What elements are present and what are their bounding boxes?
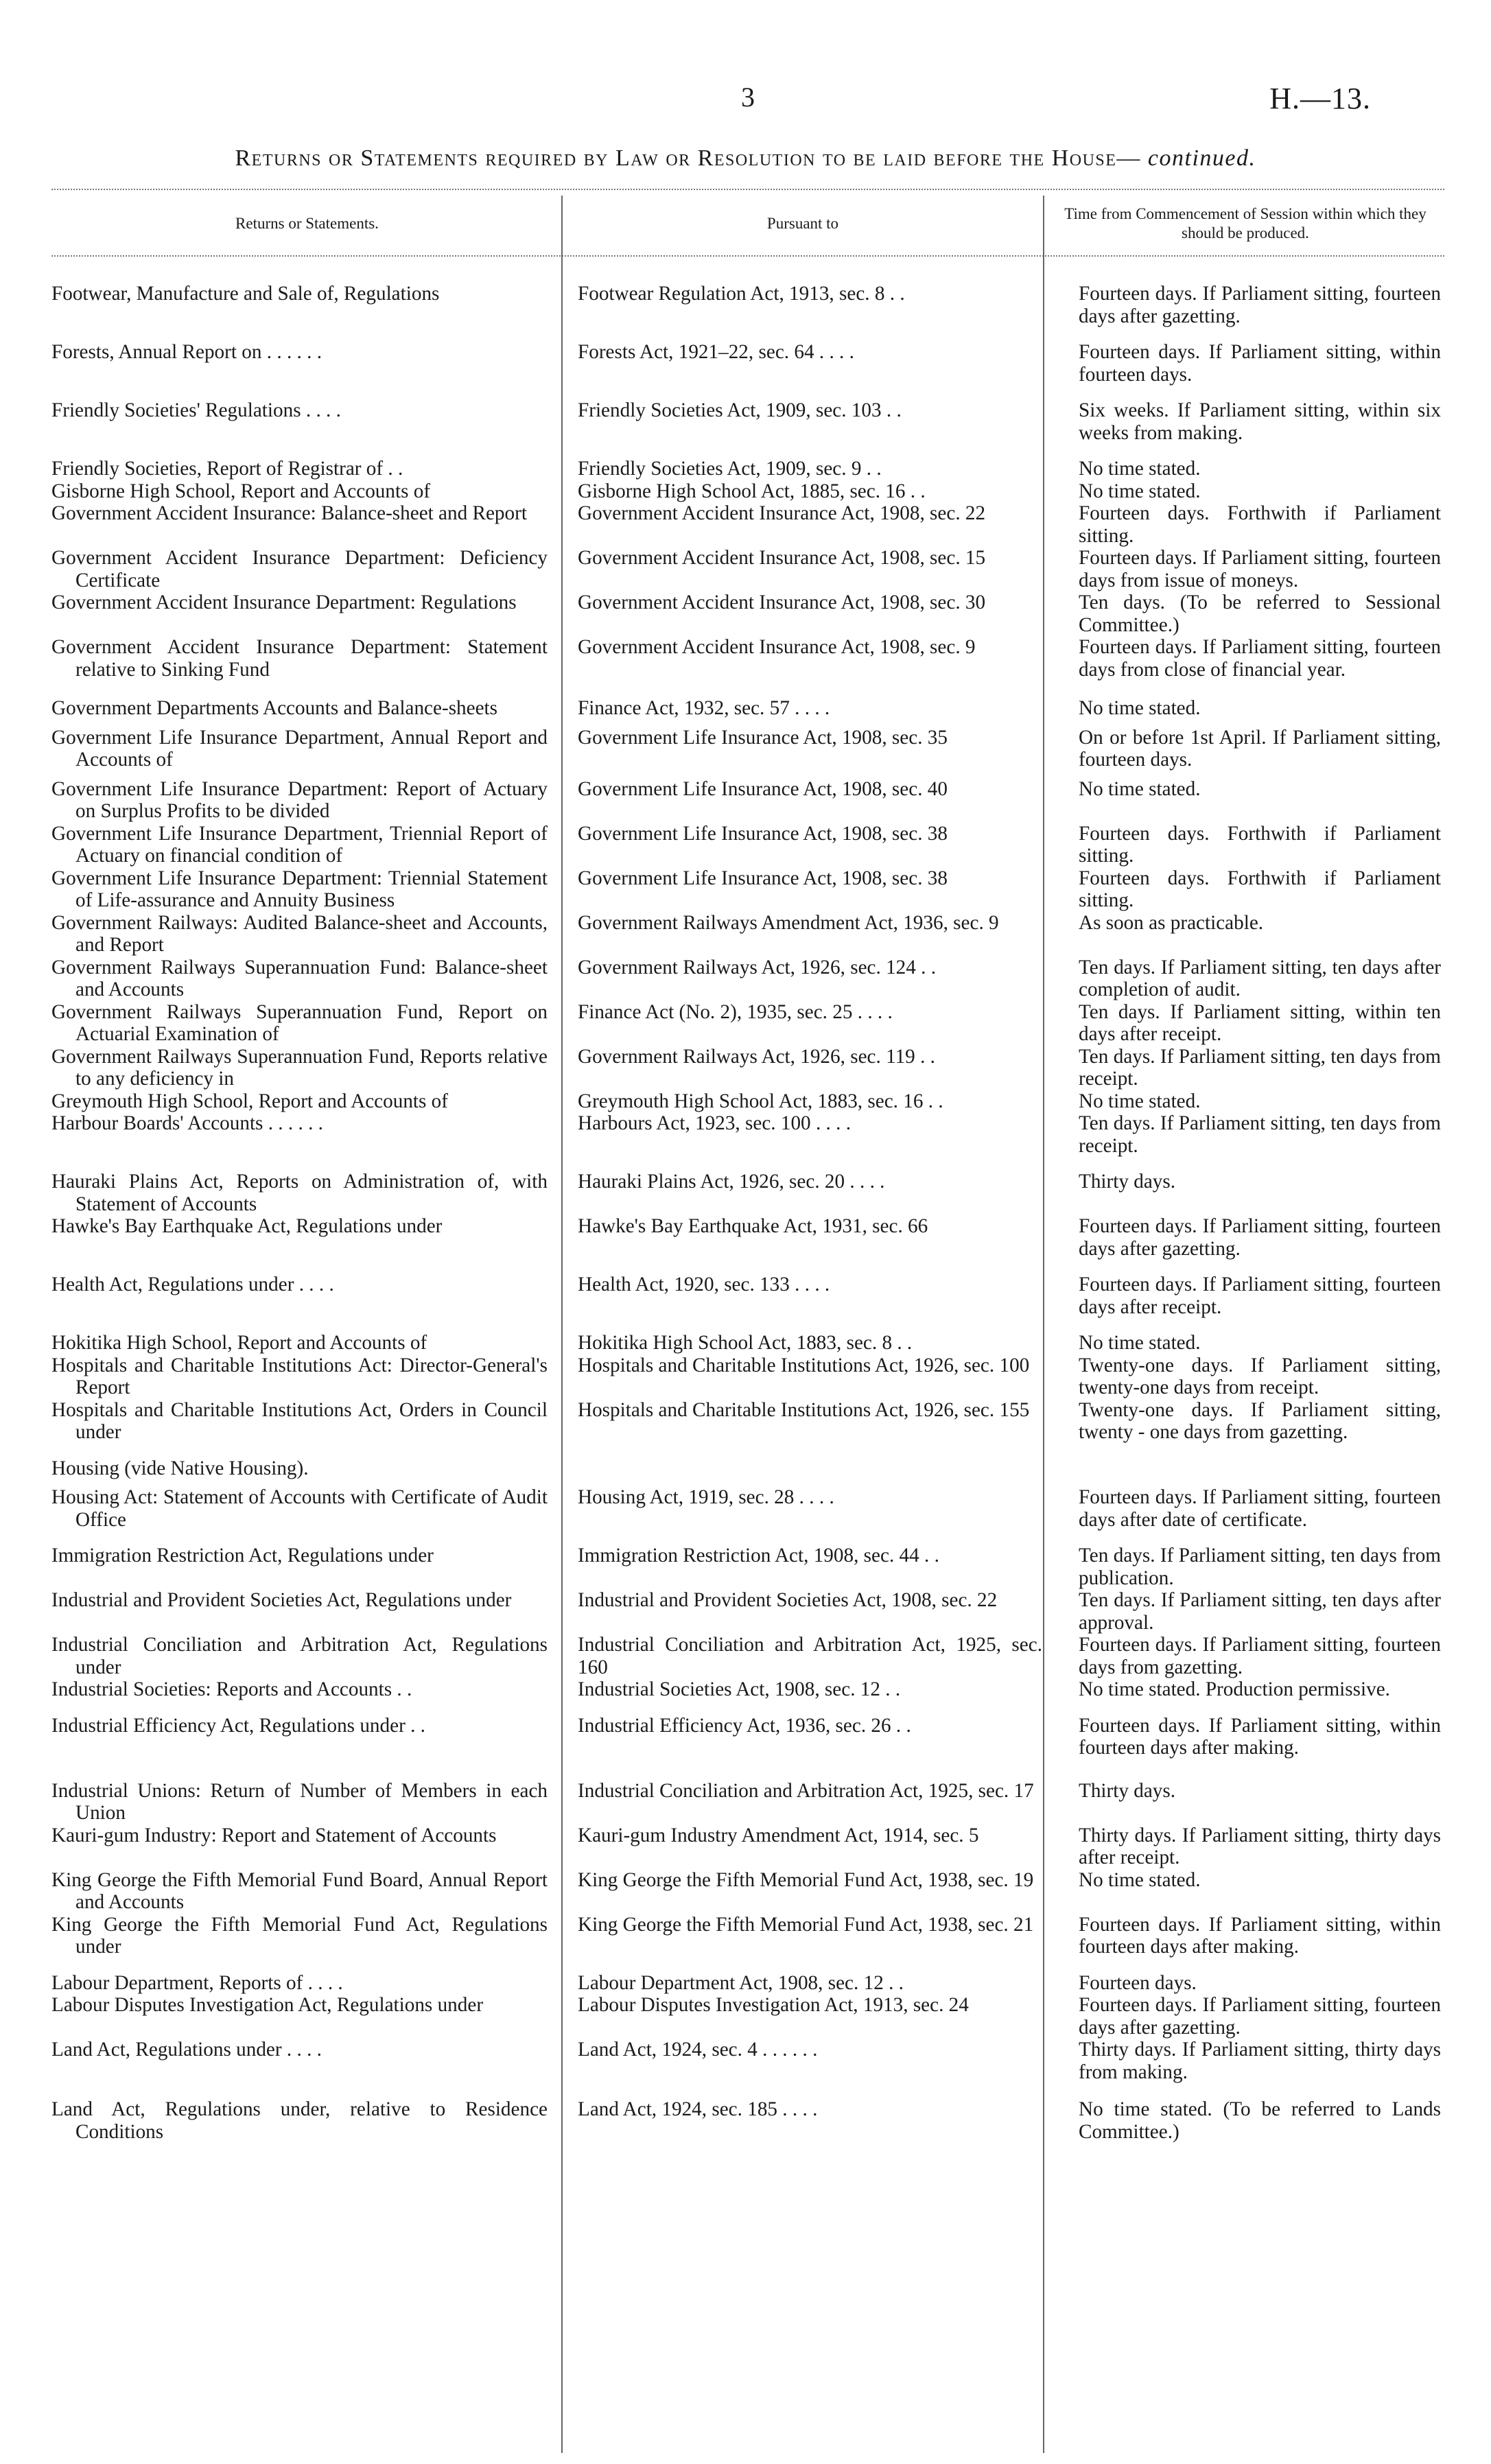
returns-cell: Government Accident Insurance: Balance-sheet and Report xyxy=(51,502,527,524)
time-cell: Fourteen days. Forthwith if Parliament sitting. xyxy=(1079,502,1441,547)
pursuant-cell: Government Life Insurance Act, 1908, sec. 40 xyxy=(578,777,948,800)
pursuant-cell: Land Act, 1924, sec. 4 . . . . . . xyxy=(578,2039,818,2061)
table-row xyxy=(51,1589,1444,1634)
pursuant-cell: Forests Act, 1921–22, sec. 64 . . . . xyxy=(578,341,854,363)
pursuant-cell: Land Act, 1924, sec. 185 . . . . xyxy=(578,2098,818,2120)
returns-cell: Government Life Insurance Department: Triennial Statement of Life-assurance and Annuity Business xyxy=(51,867,548,911)
time-cell: Twenty-one days. If Parliament sitting, twenty-one days from receipt. xyxy=(1079,1354,1441,1398)
pursuant-cell: Government Accident Insurance Act, 1908, sec. 30 xyxy=(578,591,986,613)
returns-cell: King George the Fifth Memorial Fund Board, Annual Report and Accounts xyxy=(51,1868,548,1913)
time-cell: No time stated. (To be referred to Lands Committee.) xyxy=(1079,2098,1441,2143)
table-row xyxy=(51,1914,1444,1958)
returns-cell: Industrial Efficiency Act, Regulations under . . xyxy=(51,1714,425,1737)
table-row xyxy=(51,912,1444,957)
time-cell: Fourteen days. If Parliament sitting, fourteen days from gazetting. xyxy=(1079,1634,1441,1678)
table-row xyxy=(51,1112,1444,1157)
time-cell: Fourteen days. If Parliament sitting, fourteen days after gazetting. xyxy=(1079,1215,1441,1260)
title-suffix: continued. xyxy=(1147,145,1256,171)
table-row xyxy=(51,283,1444,327)
time-cell: Fourteen days. Forthwith if Parliament sitting. xyxy=(1079,867,1441,911)
returns-cell: Hospitals and Charitable Institutions Act: Director-General's Report xyxy=(51,1354,548,1398)
table-row xyxy=(51,1869,1444,1914)
table-row xyxy=(51,1634,1444,1678)
returns-cell: Government Railways Superannuation Fund: Balance-sheet and Accounts xyxy=(51,956,548,1000)
column-header-time: Time from Commencement of Session within which they should be produced. xyxy=(1064,205,1427,242)
table-row xyxy=(51,867,1444,912)
pursuant-cell: Finance Act, 1932, sec. 57 . . . . xyxy=(578,697,830,719)
returns-cell: Hokitika High School, Report and Accounts of xyxy=(51,1332,427,1354)
returns-cell: Housing (vide Native Housing). xyxy=(51,1457,309,1479)
table-row xyxy=(51,399,1444,444)
column-header-pursuant: Pursuant to xyxy=(766,215,839,232)
time-cell: Fourteen days. If Parliament sitting, fourteen days after receipt. xyxy=(1079,1274,1441,1318)
table-row xyxy=(51,1678,1444,1701)
table-row xyxy=(51,1486,1444,1531)
pursuant-cell: Government Railways Act, 1926, sec. 124 . . xyxy=(578,956,937,978)
returns-cell: Industrial and Provident Societies Act, Regulations under xyxy=(51,1589,512,1611)
time-cell: Fourteen days. If Parliament sitting, within fourteen days after making. xyxy=(1079,1714,1441,1759)
time-cell: Fourteen days. If Parliament sitting, within fourteen days. xyxy=(1079,341,1441,386)
time-cell: Fourteen days. If Parliament sitting, fourteen days after gazetting. xyxy=(1079,1994,1441,2039)
returns-cell: Land Act, Regulations under . . . . xyxy=(51,2039,322,2061)
time-cell: Ten days. If Parliament sitting, ten days from receipt. xyxy=(1079,1045,1441,1090)
time-cell: Ten days. If Parliament sitting, ten days after approval. xyxy=(1079,1589,1441,1634)
pursuant-cell: Labour Disputes Investigation Act, 1913, sec. 24 xyxy=(578,1994,969,2016)
returns-cell: Land Act, Regulations under, relative to Residence Conditions xyxy=(51,2098,548,2143)
time-cell: Ten days. If Parliament sitting, ten days from receipt. xyxy=(1079,1112,1441,1157)
returns-cell: Government Accident Insurance Department: Deficiency Certificate xyxy=(51,547,548,591)
table-row xyxy=(51,727,1444,771)
time-cell: No time stated. xyxy=(1079,1868,1201,1891)
pursuant-cell: Hauraki Plains Act, 1926, sec. 20 . . . . xyxy=(578,1171,885,1193)
returns-cell: Government Railways Superannuation Fund, Report on Actuarial Examination of xyxy=(51,1000,548,1045)
returns-cell: Gisborne High School, Report and Accounts of xyxy=(51,480,431,502)
table-row xyxy=(51,1824,1444,1869)
table-row xyxy=(51,480,1444,503)
time-cell: No time stated. xyxy=(1079,1090,1201,1112)
time-cell: Thirty days. xyxy=(1079,1779,1176,1802)
page-title: Returns or Statements required by Law or Resolution to be laid before the House— continued. xyxy=(235,145,1256,171)
pursuant-cell: Hospitals and Charitable Institutions Act, 1926, sec. 100 xyxy=(578,1354,1030,1376)
returns-cell: Health Act, Regulations under . . . . xyxy=(51,1274,334,1295)
pursuant-cell: King George the Fifth Memorial Fund Act, 1938, sec. 21 xyxy=(578,1913,1034,1936)
table-row xyxy=(51,1046,1444,1090)
table-row xyxy=(51,1332,1444,1354)
returns-cell: Friendly Societies' Regulations . . . . xyxy=(51,399,341,421)
table-row xyxy=(51,591,1444,636)
returns-cell: Industrial Unions: Return of Number of Members in each Union xyxy=(51,1779,548,1824)
returns-cell: Labour Disputes Investigation Act, Regulations under xyxy=(51,1994,484,2016)
table-row xyxy=(51,1399,1444,1444)
time-cell: Ten days. If Parliament sitting, ten days after completion of audit. xyxy=(1079,956,1441,1000)
time-cell: No time stated. xyxy=(1079,777,1201,800)
time-cell: Ten days. If Parliament sitting, within ten days after receipt. xyxy=(1079,1000,1441,1045)
table-row xyxy=(51,957,1444,1001)
pursuant-cell: Friendly Societies Act, 1909, sec. 9 . . xyxy=(578,458,882,480)
pursuant-cell: Finance Act (No. 2), 1935, sec. 25 . . . . xyxy=(578,1000,893,1023)
table-row xyxy=(51,1972,1444,1995)
returns-cell: Industrial Conciliation and Arbitration Act, Regulations under xyxy=(51,1634,548,1678)
table-row xyxy=(51,697,1444,720)
returns-cell: Government Life Insurance Department: Report of Actuary on Surplus Profits to be divided xyxy=(51,777,548,822)
pursuant-cell: King George the Fifth Memorial Fund Act, 1938, sec. 19 xyxy=(578,1868,1034,1891)
header-bottom-rule xyxy=(51,255,1444,257)
returns-cell: Forests, Annual Report on . . . . . . xyxy=(51,341,322,363)
returns-cell: Greymouth High School, Report and Accounts of xyxy=(51,1090,448,1112)
pursuant-cell: Hospitals and Charitable Institutions Act, 1926, sec. 155 xyxy=(578,1398,1030,1421)
time-cell: Thirty days. If Parliament sitting, thirty days after receipt. xyxy=(1079,1824,1441,1868)
pursuant-cell: Harbours Act, 1923, sec. 100 . . . . xyxy=(578,1112,852,1134)
pursuant-cell: Government Railways Amendment Act, 1936, sec. 9 xyxy=(578,911,999,934)
table-row xyxy=(51,341,1444,386)
pursuant-cell: Immigration Restriction Act, 1908, sec. 44 . . xyxy=(578,1545,939,1567)
table-row xyxy=(51,2039,1444,2083)
table-row xyxy=(51,1090,1444,1113)
table-row xyxy=(51,1274,1444,1318)
pursuant-cell: Housing Act, 1919, sec. 28 . . . . xyxy=(578,1486,834,1508)
pursuant-cell: Hokitika High School Act, 1883, sec. 8 . . xyxy=(578,1332,913,1354)
table-row xyxy=(51,1215,1444,1260)
pursuant-cell: Government Accident Insurance Act, 1908, sec. 15 xyxy=(578,547,986,569)
table-row xyxy=(51,1354,1444,1399)
time-cell: No time stated. xyxy=(1079,480,1201,502)
returns-table xyxy=(51,283,1444,2143)
table-row xyxy=(51,1994,1444,2039)
table-row xyxy=(51,636,1444,681)
time-cell: Fourteen days. If Parliament sitting, fourteen days after gazetting. xyxy=(1079,283,1441,327)
time-cell: No time stated. xyxy=(1079,697,1201,719)
time-cell: Fourteen days. If Parliament sitting, fourteen days from issue of moneys. xyxy=(1079,547,1441,591)
pursuant-cell: Industrial and Provident Societies Act, 1908, sec. 22 xyxy=(578,1589,998,1611)
returns-cell: Government Life Insurance Department, Triennial Report of Actuary on financial condition of xyxy=(51,822,548,867)
time-cell: Fourteen days. xyxy=(1079,1971,1197,1994)
returns-cell: Hawke's Bay Earthquake Act, Regulations under xyxy=(51,1215,443,1237)
time-cell: Twenty-one days. If Parliament sitting, twenty - one days from gazetting. xyxy=(1079,1398,1441,1443)
title-text: Returns or Statements required by Law or Resolution to be laid before the House xyxy=(235,145,1117,171)
pursuant-cell: Government Accident Insurance Act, 1908, sec. 22 xyxy=(578,502,986,524)
pursuant-cell: Government Railways Act, 1926, sec. 119 . . xyxy=(578,1045,935,1068)
returns-cell: Harbour Boards' Accounts . . . . . . xyxy=(51,1112,323,1134)
time-cell: Thirty days. If Parliament sitting, thirty days from making. xyxy=(1079,2039,1441,2083)
returns-cell: Hospitals and Charitable Institutions Act, Orders in Council under xyxy=(51,1398,548,1443)
table-row xyxy=(51,1780,1444,1824)
pursuant-cell: Industrial Societies Act, 1908, sec. 12 . . xyxy=(578,1678,901,1700)
table-row xyxy=(51,2098,1444,2143)
time-cell: Fourteen days. If Parliament sitting, fourteen days after date of certificate. xyxy=(1079,1486,1441,1531)
pursuant-cell: Labour Department Act, 1908, sec. 12 . . xyxy=(578,1971,904,1994)
returns-cell: Friendly Societies, Report of Registrar of . . xyxy=(51,458,403,480)
pursuant-cell: Friendly Societies Act, 1909, sec. 103 . . xyxy=(578,399,902,421)
time-cell: No time stated. xyxy=(1079,458,1201,480)
pursuant-cell: Government Life Insurance Act, 1908, sec. 38 xyxy=(578,822,948,845)
pursuant-cell: Gisborne High School Act, 1885, sec. 16 . . xyxy=(578,480,926,502)
table-row xyxy=(51,778,1444,823)
table-row xyxy=(51,502,1444,547)
returns-cell: Immigration Restriction Act, Regulations under xyxy=(51,1545,434,1567)
pursuant-cell: Industrial Efficiency Act, 1936, sec. 26 . . xyxy=(578,1714,911,1737)
table-row xyxy=(51,1715,1444,1759)
pursuant-cell: Greymouth High School Act, 1883, sec. 16 . . xyxy=(578,1090,943,1112)
pursuant-cell: Kauri-gum Industry Amendment Act, 1914, sec. 5 xyxy=(578,1824,979,1846)
table-row xyxy=(51,1171,1444,1215)
time-cell: Fourteen days. Forthwith if Parliament sitting. xyxy=(1079,822,1441,867)
returns-cell: King George the Fifth Memorial Fund Act, Regulations under xyxy=(51,1913,548,1958)
pursuant-cell: Government Life Insurance Act, 1908, sec. 35 xyxy=(578,726,948,749)
time-cell: As soon as practicable. xyxy=(1079,911,1264,934)
pursuant-cell: Health Act, 1920, sec. 133 . . . . xyxy=(578,1274,830,1295)
returns-cell: Government Accident Insurance Department: Regulations xyxy=(51,591,517,613)
returns-cell: Government Life Insurance Department, Annual Report and Accounts of xyxy=(51,726,548,771)
time-cell: No time stated. Production permissive. xyxy=(1079,1678,1390,1700)
time-cell: Six weeks. If Parliament sitting, within six weeks from making. xyxy=(1079,399,1441,444)
document-code: H.—13. xyxy=(1269,82,1371,115)
header-top-rule xyxy=(51,189,1444,190)
pursuant-cell: Government Life Insurance Act, 1908, sec. 38 xyxy=(578,867,948,889)
pursuant-cell: Hawke's Bay Earthquake Act, 1931, sec. 66 xyxy=(578,1215,928,1237)
returns-cell: Labour Department, Reports of . . . . xyxy=(51,1971,343,1994)
returns-cell: Government Departments Accounts and Balance-sheets xyxy=(51,697,498,719)
time-cell: Ten days. If Parliament sitting, ten days from publication. xyxy=(1079,1545,1441,1589)
time-cell: Ten days. (To be referred to Sessional Committee.) xyxy=(1079,591,1441,636)
returns-cell: Hauraki Plains Act, Reports on Administration of, with Statement of Accounts xyxy=(51,1171,548,1215)
table-row xyxy=(51,823,1444,867)
table-row xyxy=(51,1001,1444,1046)
returns-cell: Industrial Societies: Reports and Accounts . . xyxy=(51,1678,412,1700)
time-cell: On or before 1st April. If Parliament sitting, fourteen days. xyxy=(1079,726,1441,771)
time-cell: Thirty days. xyxy=(1079,1171,1176,1193)
time-cell: Fourteen days. If Parliament sitting, within fourteen days after making. xyxy=(1079,1913,1441,1958)
table-row xyxy=(51,547,1444,591)
returns-cell: Kauri-gum Industry: Report and Statement of Accounts xyxy=(51,1824,497,1846)
pursuant-cell: Footwear Regulation Act, 1913, sec. 8 . . xyxy=(578,283,905,305)
returns-cell: Footwear, Manufacture and Sale of, Regulations xyxy=(51,283,440,305)
time-cell: Fourteen days. If Parliament sitting, fourteen days from close of financial year. xyxy=(1079,636,1441,681)
page-number: 3 xyxy=(741,82,755,113)
pursuant-cell: Industrial Conciliation and Arbitration Act, 1925, sec. 17 xyxy=(578,1779,1034,1802)
table-row xyxy=(51,1545,1444,1589)
pursuant-cell: Industrial Conciliation and Arbitration Act, 1925, sec. 160 xyxy=(578,1634,1042,1678)
returns-cell: Housing Act: Statement of Accounts with Certificate of Audit Office xyxy=(51,1486,548,1531)
time-cell: No time stated. xyxy=(1079,1332,1201,1354)
returns-cell: Government Railways Superannuation Fund, Reports relative to any deficiency in xyxy=(51,1045,548,1090)
column-header-returns: Returns or Statements. xyxy=(235,215,379,232)
table-row xyxy=(51,1457,1444,1480)
pursuant-cell: Government Accident Insurance Act, 1908, sec. 9 xyxy=(578,636,976,658)
returns-cell: Government Railways: Audited Balance-sheet and Accounts, and Report xyxy=(51,911,548,956)
returns-cell: Government Accident Insurance Department: Statement relative to Sinking Fund xyxy=(51,636,548,681)
pursuant-cell xyxy=(563,1457,1060,1480)
time-cell xyxy=(1060,1457,1444,1480)
table-row xyxy=(51,458,1444,480)
